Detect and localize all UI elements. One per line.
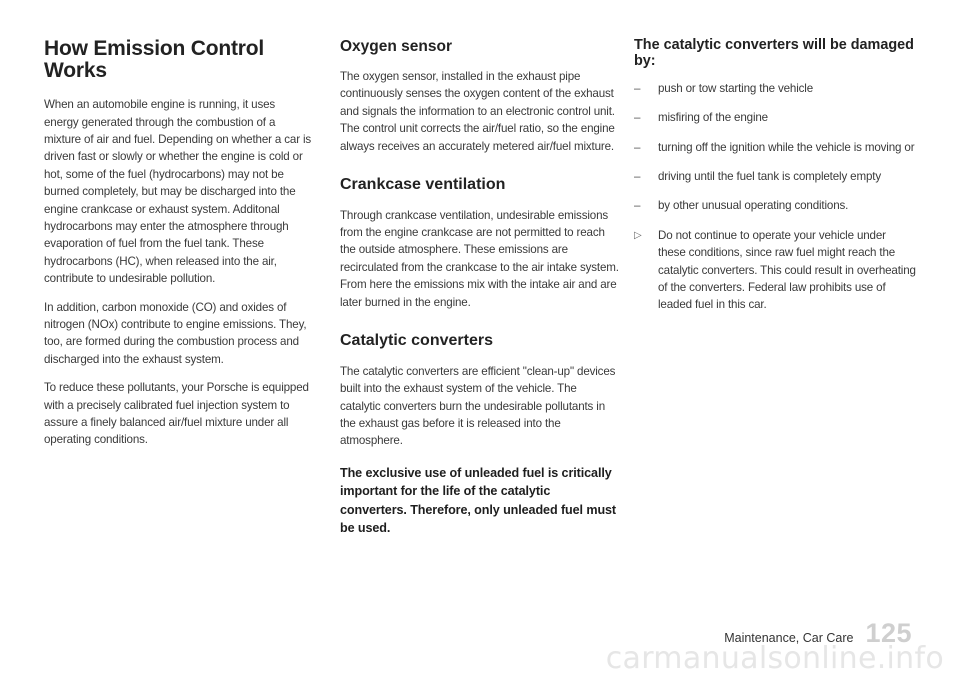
dash-marker: –: [634, 111, 641, 125]
intro-paragraph: When an automobile engine is running, it uses energy generated through the combustion of a mixture of air and fuel. Depending on whether a car is driven fast or slowly or whether the engine is cold or hot, some of the fuel (hydrocarbons) may not be burned completely, but may be discharged into the engine crankcase or exhaust system. Additonal hydrocarbons may enter the atmosphere through evaporation of fuel from the fuel tank. These hydrocarbons (HC), when released into the air, contribute to undesirable pollution.: [44, 98, 312, 286]
unleaded-fuel-warning: The exclusive use of unleaded fuel is critically important for the life of the catalytic converters. Therefore, only unleaded fuel must be used.: [340, 465, 617, 535]
damage-heading: The catalytic converters will be damaged by:: [634, 37, 914, 69]
triangle-pointer-icon: ▷: [634, 229, 642, 241]
list-item: – push or tow starting the vehicle: [634, 80, 916, 97]
damage-list: [634, 80, 916, 215]
catalytic-converters-text: The catalytic converters are efficient "clean-up" devices built into the exhaust system of the vehicle. The catalytic converters burn the undesirable pollutants in the exhaust gas before it is released into the atmosphere.: [340, 364, 616, 448]
crankcase-ventilation-text: Through crankcase ventilation, undesirable emissions from the engine crankcase are not permitted to reach the outside atmosphere. These emissions are recirculated from the crankcase to the air intake system. From here the emissions mix with the intake air and are later burned in the engine.: [340, 208, 619, 309]
dash-marker: –: [634, 199, 641, 213]
list-item: – misfiring of the engine: [634, 109, 916, 126]
dash-marker: –: [634, 140, 641, 154]
list-item: – by other unusual operating conditions.: [634, 197, 916, 214]
column-right: [634, 38, 916, 314]
dash-marker: –: [634, 81, 641, 95]
section-name: Maintenance, Car Care: [724, 631, 854, 645]
oxygen-sensor-heading: Oxygen sensor: [340, 38, 452, 55]
dash-marker: –: [634, 169, 641, 183]
caution-note: [634, 227, 916, 314]
watermark: carmanualsonline.info: [605, 641, 944, 676]
oxygen-sensor-text: The oxygen sensor, installed in the exhaust pipe continuously senses the oxygen content of the exhaust and signals the information to an electronic control unit. The control unit corrects the air/fuel ratio, so the engine always receives an accurately metered air/fuel mixture.: [340, 70, 615, 153]
page-number: 125: [865, 618, 912, 648]
emissions-paragraph: In addition, carbon monoxide (CO) and oxides of nitrogen (NOx) contribute to engine emissions. They, too, are formed during the combustion process and discharged into the exhaust system.: [44, 300, 307, 366]
crankcase-ventilation-heading: Crankcase ventilation: [340, 176, 506, 194]
list-item: – driving until the fuel tank is completely empty: [634, 168, 916, 185]
column-left: [44, 38, 312, 460]
column-middle: [340, 38, 620, 548]
caution-note-text: Do not continue to operate your vehicle under these conditions, since raw fuel might reach the catalytic converters. This could result in overheating of the converters. Federal law prohibits use of leaded fuel in this car.: [658, 228, 916, 312]
list-item: – turning off the ignition while the vehicle is moving or: [634, 139, 916, 156]
catalytic-converters-heading: Catalytic converters: [340, 332, 493, 350]
pollutants-paragraph: To reduce these pollutants, your Porsche is equipped with a precisely calibrated fuel injection system to assure a finely balanced air/fuel mixture under all operating conditions.: [44, 381, 309, 447]
page-title: How Emission Control Works: [44, 37, 265, 83]
